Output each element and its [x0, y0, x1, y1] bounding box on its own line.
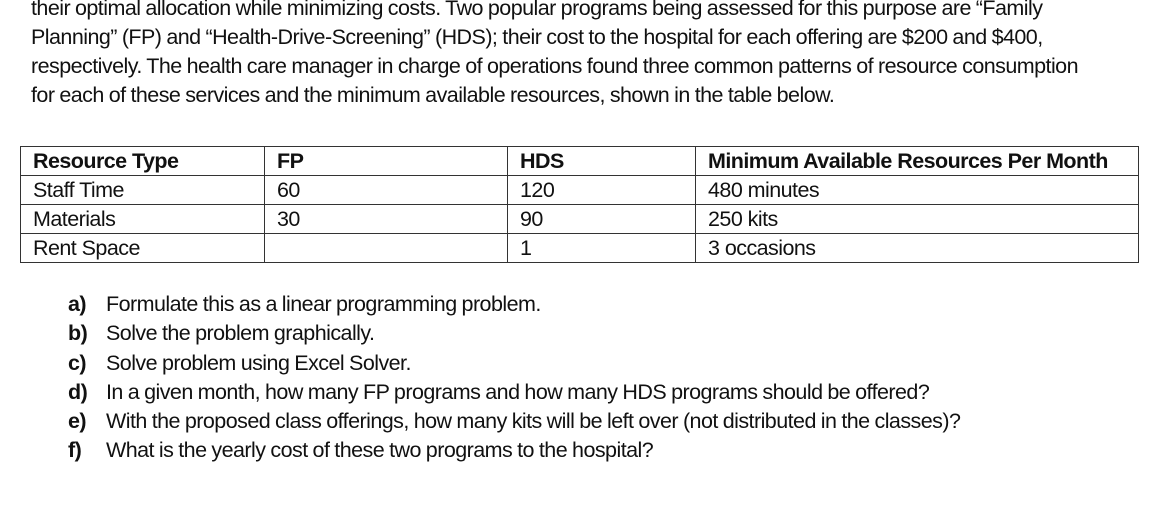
table-row: [21, 205, 1139, 234]
question-item: [68, 290, 960, 319]
question-text: With the proposed class offerings, how many kits will be left over (not distributed in the classes)?: [106, 409, 961, 434]
question-marker: b): [68, 321, 88, 346]
question-text: In a given month, how many FP programs and how many HDS programs should be offered?: [106, 379, 930, 404]
cell-hds: 120: [508, 176, 696, 205]
question-list: [68, 290, 960, 466]
cell-hds: 1: [508, 234, 696, 263]
question-item: [68, 436, 960, 465]
cell-min: 250 kits: [696, 205, 1139, 234]
intro-line: for each of these services and the minimum available resources, shown in the table below.: [31, 83, 835, 107]
header-hds: HDS: [508, 147, 696, 176]
question-item: [68, 407, 960, 436]
question-marker: e): [68, 409, 87, 434]
question-item: [68, 378, 960, 407]
resource-table: [20, 146, 1139, 263]
cell-fp: 60: [265, 176, 508, 205]
question-marker: c): [68, 350, 87, 375]
table-row: [21, 234, 1139, 263]
question-text: Formulate this as a linear programming problem.: [106, 292, 541, 316]
question-text: Solve the problem graphically.: [106, 321, 375, 346]
intro-line: Planning” (FP) and “Health-Drive-Screening” (HDS); their cost to the hospital for each offering are $200 and $400,: [31, 25, 1043, 49]
cell-hds: 90: [508, 205, 696, 234]
cell-min: 3 occasions: [696, 234, 1139, 263]
question-item: [68, 349, 960, 378]
cell-resource: Staff Time: [21, 176, 265, 205]
intro-paragraph: [31, 0, 1141, 110]
header-resource-type: Resource Type: [21, 147, 265, 176]
header-min-resources: Minimum Available Resources Per Month: [696, 147, 1139, 176]
cell-min: 480 minutes: [696, 176, 1139, 205]
question-text: Solve problem using Excel Solver.: [106, 350, 411, 375]
intro-line: their optimal allocation while minimizing costs. Two popular programs being assessed for this purpose are “Family: [31, 0, 1043, 20]
cell-fp: 30: [265, 205, 508, 234]
question-marker: a): [68, 292, 87, 316]
cell-resource: Materials: [21, 205, 265, 234]
question-item: [68, 319, 960, 348]
header-fp: FP: [265, 147, 508, 176]
question-text: What is the yearly cost of these two programs to the hospital?: [106, 438, 654, 463]
table-row: [21, 176, 1139, 205]
cell-resource: Rent Space: [21, 234, 265, 263]
question-marker: f): [68, 438, 82, 463]
question-marker: d): [68, 379, 88, 404]
table-header-row: [21, 147, 1139, 176]
cell-fp: [265, 234, 508, 263]
intro-line: respectively. The health care manager in charge of operations found three common patterns of resource consumption: [31, 54, 1078, 78]
